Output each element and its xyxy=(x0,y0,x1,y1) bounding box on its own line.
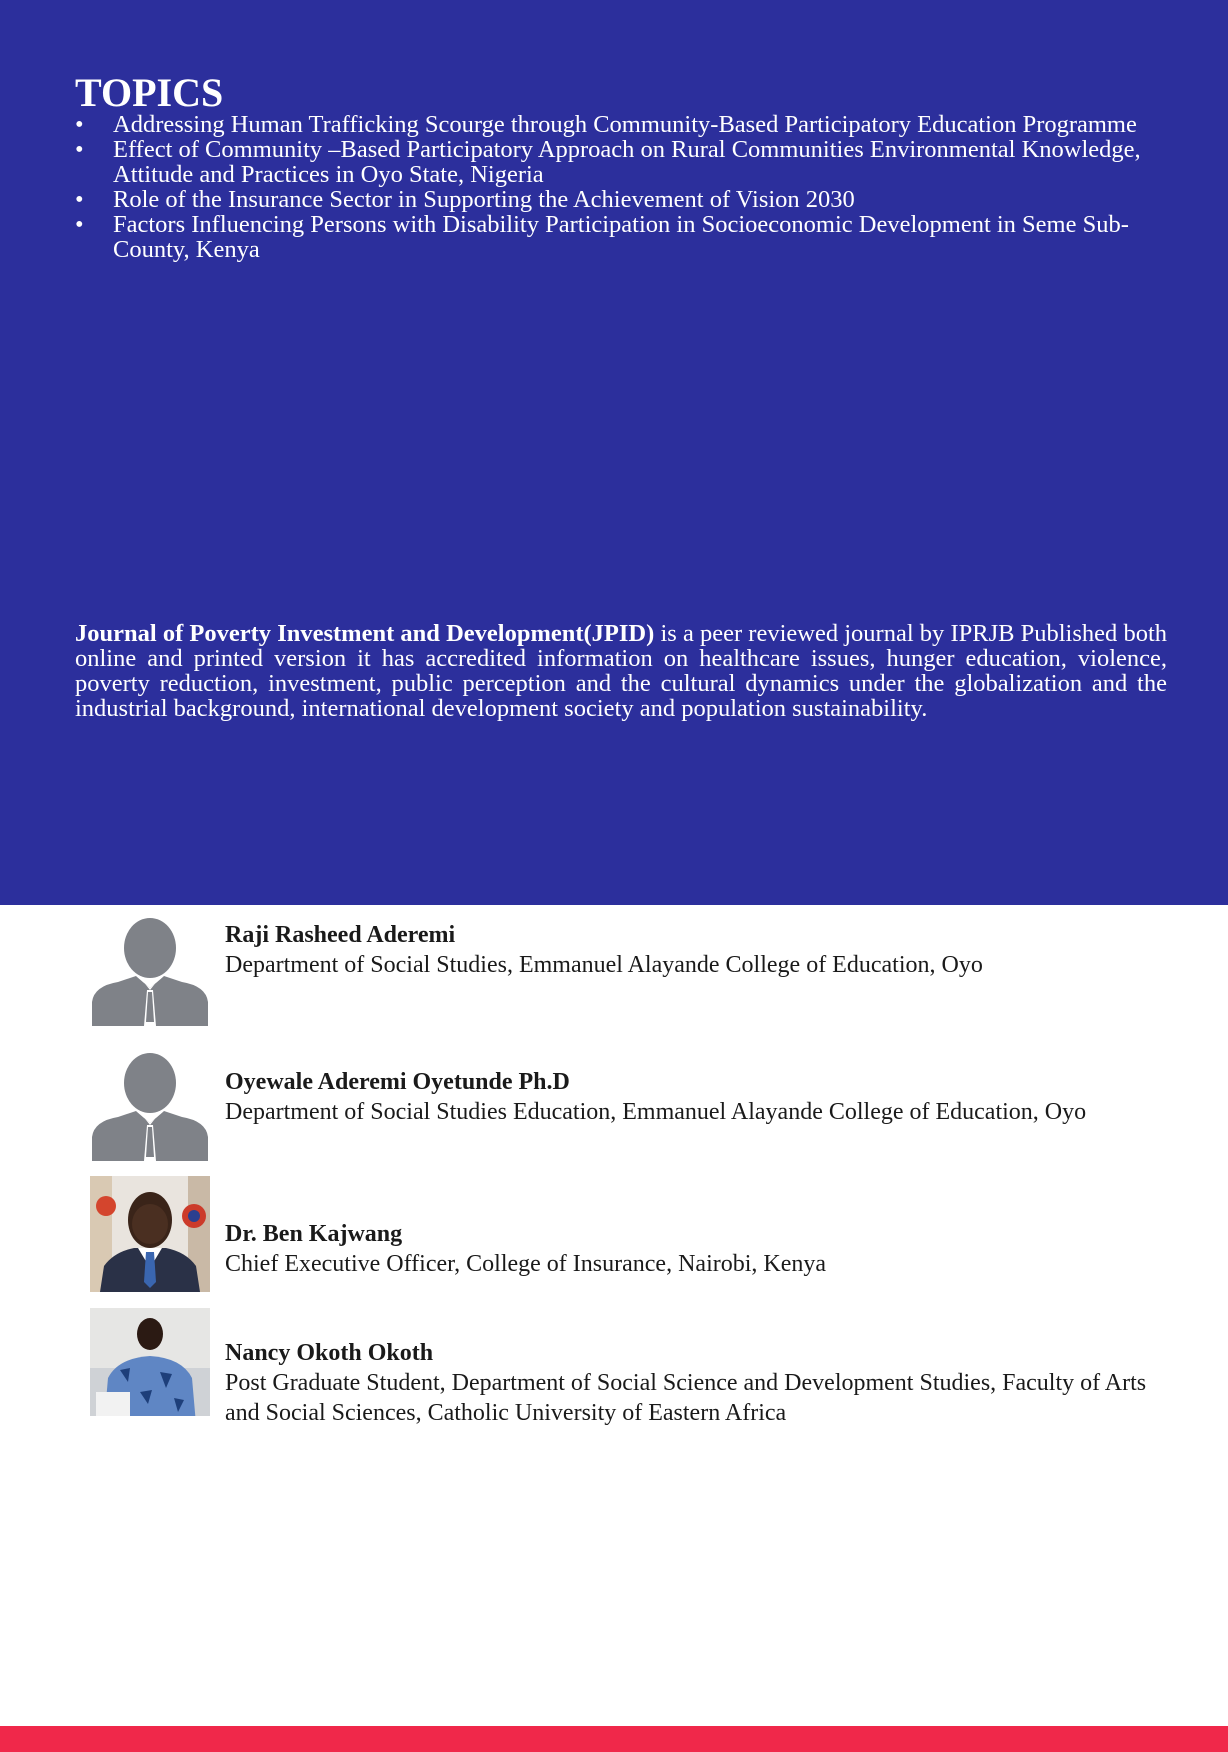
topic-item: • Effect of Community –Based Participatory Approach on Rural Communities Environmental Knowledge, Attitude and Practices in Oyo State, Nigeria xyxy=(75,137,1175,187)
author-entry xyxy=(90,1176,1190,1296)
author-entry xyxy=(90,910,1190,1030)
author-affiliation: Department of Social Studies, Emmanuel Alayande College of Education, Oyo xyxy=(225,952,983,978)
author-entry xyxy=(90,1308,1190,1428)
topic-item: • Role of the Insurance Sector in Supporting the Achievement of Vision 2030 xyxy=(75,187,1175,212)
author-entry xyxy=(90,1045,1190,1165)
topic-item: • Factors Influencing Persons with Disability Participation in Socioeconomic Development in Seme Sub-County, Kenya xyxy=(75,212,1175,262)
bottom-accent-bar xyxy=(0,1726,1228,1752)
topics-heading: TOPICS xyxy=(75,70,224,115)
author-details xyxy=(225,1338,1175,1428)
journal-description xyxy=(75,621,1167,721)
author-affiliation: Chief Executive Officer, College of Insurance, Nairobi, Kenya xyxy=(225,1251,827,1277)
author-affiliation: Department of Social Studies Education, Emmanuel Alayande College of Education, Oyo xyxy=(225,1099,1087,1125)
topic-item: • Addressing Human Trafficking Scourge through Community-Based Participatory Education Programme xyxy=(75,112,1175,137)
topics-list xyxy=(75,112,1175,262)
author-name: Dr. Ben Kajwang xyxy=(225,1221,403,1247)
journal-description-text: is a peer reviewed journal by IPRJB Published both online and printed version it has accredited information on healthcare issues, hunger education, violence, poverty reduction, investment, public perception and the cultural dynamics under the globalization and the industrial background, international development society and population sustainability. xyxy=(75,620,1167,722)
author-details xyxy=(225,1219,1175,1279)
author-details xyxy=(225,1067,1175,1127)
journal-name: Journal of Poverty Investment and Development(JPID) xyxy=(75,620,655,647)
author-affiliation: Post Graduate Student, Department of Social Science and Development Studies, Faculty of Arts and Social Sciences, Catholic University of Eastern Africa xyxy=(225,1370,1147,1426)
portrait-photo xyxy=(90,1176,210,1292)
portrait-photo xyxy=(90,1308,210,1424)
author-name: Raji Rasheed Aderemi xyxy=(225,922,456,948)
author-name: Oyewale Aderemi Oyetunde Ph.D xyxy=(225,1069,570,1095)
author-details xyxy=(225,920,1175,980)
author-name: Nancy Okoth Okoth xyxy=(225,1340,434,1366)
silhouette-placeholder-icon xyxy=(90,1045,210,1161)
silhouette-placeholder-icon xyxy=(90,910,210,1026)
